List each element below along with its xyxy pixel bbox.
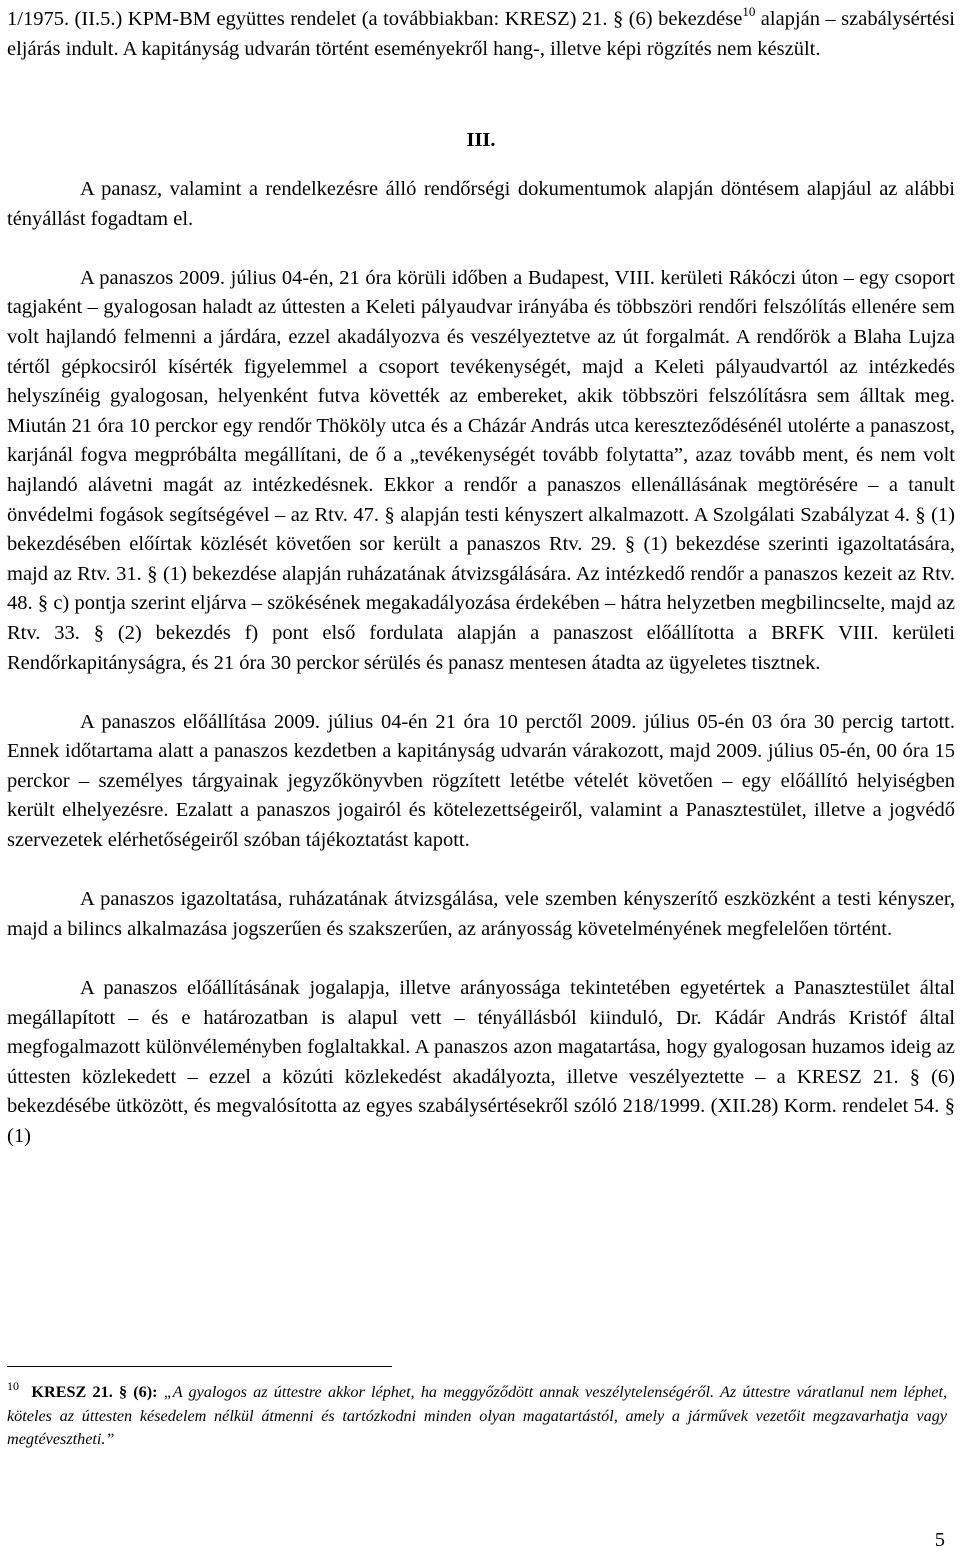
footnote-quote: „A gyalogos az úttestre akkor léphet, ha meggyőződött annak veszélytelenségéről. Az úttestre váratlanul nem léphet, köteles az úttesten késedelem nélkül átmenni és tartózkodni minden olyan magatartástól, amely a járművek vezetőit megzavarhatja vagy megtévesztheti.”: [7, 1383, 947, 1448]
footnote-number: 10: [7, 1379, 19, 1393]
intro-text: 1/1975. (II.5.) KPM-BM együttes rendelet (a továbbiakban: KRESZ) 21. § (6) bekezdése: [7, 8, 743, 30]
page-number: 5: [934, 1529, 945, 1551]
body-text: [7, 175, 955, 1152]
paragraph-facts: A panaszos 2009. július 04-én, 21 óra körüli időben a Budapest, VIII. kerületi Rákóczi úton – egy csoport tagjaként – gyalogosan haladt az úttesten a Keleti pályaudvar irányába és többszöri rendőri felszólítás ellenére sem volt hajlandó felmenni a járdára, ezzel akadályozva és veszélyeztetve az út forgalmát. A rendőrök a Blaha Lujza tértől gépkocsiról kísérték figyelemmel a csoport tevékenységét, majd a Keleti pályaudvartól az intézkedés helyszínéig gyalogosan, helyenként futva követték az embereket, akik többszöri felszólításra sem álltak meg. Miután 21 óra 10 perckor egy rendőr Thököly utca és a Cházár András utca kereszteződésénél utolérte a panaszost, karjánál fogva megpróbálta megállítani, de ő a „tevékenységét tovább folytatta”, azaz tovább ment, és nem volt hajlandó alávetni magát az intézkedésnek. Ekkor a rendőr a panaszos ellenállásának megtörésére – a tanult önvédelmi fogások segítségével – az Rtv. 47. § alapján testi kényszert alkalmazott. A Szolgálati Szabályzat 4. § (1) bekezdésében előírtak közlését követően sor került a panaszos Rtv. 29. § (1) bekezdése szerinti igazoltatására, majd az Rtv. 31. § (1) bekezdése alapján ruházatának átvizsgálására. Az intézkedő rendőr a panaszos kezeit az Rtv. 48. § c) pontja szerint eljárva – szökésének megakadályozása érdekében – hátra helyzetben megbilincselte, majd az Rtv. 33. § (2) bekezdés f) pont első fordulata alapján a panaszost előállította a BRFK VIII. kerületi Rendőrkapitányságra, és 21 óra 30 perckor sérülés és panasz mentesen átadta az ügyeletes tisztnek.: [7, 266, 955, 674]
intro-paragraph: [7, 5, 955, 64]
footnote-reference: 10: [742, 4, 756, 19]
paragraph-legal-basis: A panaszos előállításának jogalapja, illetve arányossága tekintetében egyetértek a Panasztestület által megállapított – és e határozatban is alapul vett – tényállásból kiinduló, Dr. Kádár András Kristóf által megfogalmazott különvéleményben foglaltakkal. A panaszos azon magatartása, hogy gyalogosan huzamos ideig az úttesten közlekedett – ezzel a közúti közlekedést akadályozta, illetve veszélyeztette – a KRESZ 21. § (6) bekezdésébe ütközött, és megvalósította az egyes szabálysértésekről szóló 218/1999. (XII.28) Korm. rendelet 54. § (1): [7, 977, 955, 1147]
footnote-label: KRESZ 21. § (6):: [31, 1383, 158, 1401]
footnote: [7, 1381, 947, 1452]
paragraph-detention: A panaszos előállítása 2009. július 04-én 21 óra 10 perctől 2009. július 05-én 03 óra 30 percig tartott. Ennek időtartama alatt a panaszos kezdetben a kapitányság udvarán várakozott, majd 2009. július 05-én, 00 óra 15 perckor – személyes tárgyainak jegyzőkönyvben rögzített letétbe vételét követően – egy előállító helyiségben került elhelyezésre. Ezalatt a panaszos jogairól és kötelezettségeiről, valamint a Panasztestület, illetve a jogvédő szervezetek elérhetőségeiről szóban tájékoztatást kapott.: [7, 710, 955, 852]
footnote-divider: [7, 1366, 392, 1367]
paragraph-lawfulness: A panaszos igazoltatása, ruházatának átvizsgálása, vele szemben kényszerítő eszközként a testi kényszer, majd a bilincs alkalmazása jogszerűen és szakszerűen, az arányosság követelményének megfelelően történt.: [7, 888, 955, 940]
paragraph-findings-intro: A panasz, valamint a rendelkezésre álló rendőrségi dokumentumok alapján döntésem alapjául az alábbi tényállást fogadtam el.: [7, 178, 955, 230]
section-heading: III.: [466, 129, 496, 151]
intro-text-continued: alapján – szabálysértési eljárás indult. A kapitányság udvarán történt eseményekről hang-, illetve képi rögzítés nem készült.: [7, 8, 955, 60]
